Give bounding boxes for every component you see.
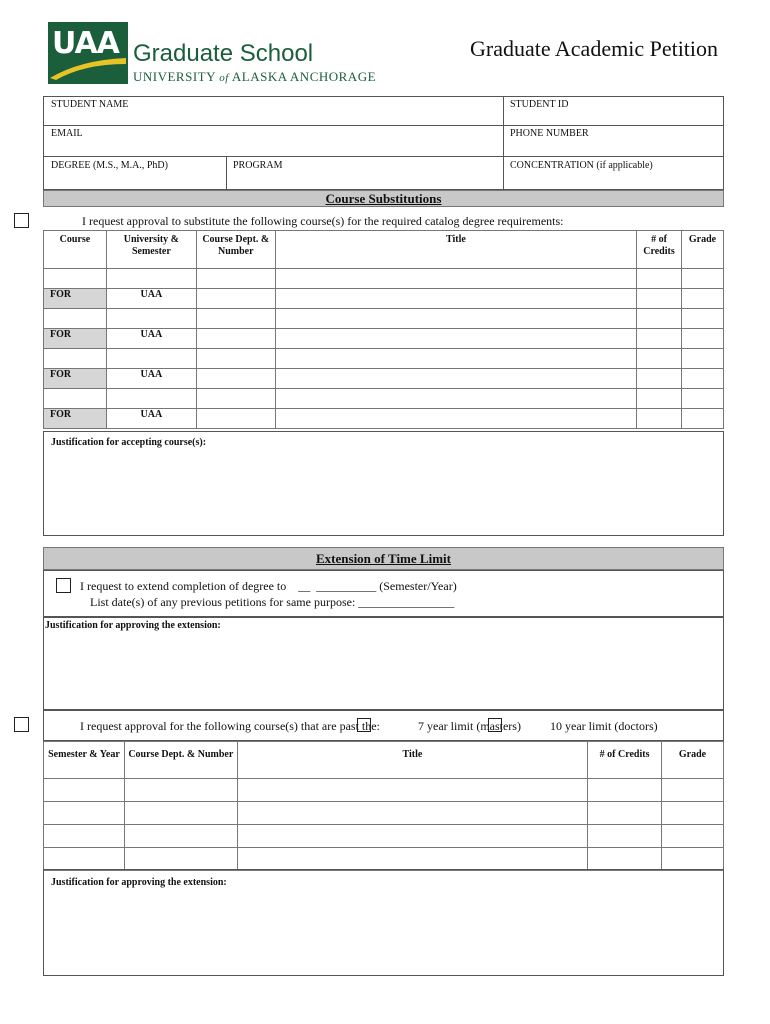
- cell[interactable]: [637, 329, 682, 349]
- table-row: [44, 825, 724, 848]
- uaa-label: UAA: [106, 329, 196, 349]
- student-info-box: [43, 96, 724, 190]
- course-sub-table: [43, 230, 724, 429]
- concentration-field[interactable]: CONCENTRATION (if applicable): [510, 160, 653, 171]
- col-university-semester: University & Semester: [106, 231, 196, 269]
- student-id-field[interactable]: STUDENT ID: [510, 99, 569, 110]
- page-title: Graduate Academic Petition: [470, 36, 719, 61]
- cell[interactable]: [682, 389, 724, 409]
- cell[interactable]: [237, 848, 587, 871]
- cell[interactable]: [682, 369, 724, 389]
- degree-field[interactable]: DEGREE (M.S., M.A., PhD): [51, 160, 168, 171]
- cell[interactable]: [196, 329, 275, 349]
- cell[interactable]: [637, 369, 682, 389]
- cell[interactable]: [196, 269, 275, 289]
- col-course-dept: Course Dept. & Number: [124, 742, 237, 779]
- table-row: [44, 848, 724, 871]
- course-sub-checkbox[interactable]: [14, 213, 29, 228]
- cell[interactable]: [196, 289, 275, 309]
- cell[interactable]: [106, 269, 196, 289]
- cell[interactable]: [682, 329, 724, 349]
- cell[interactable]: [637, 409, 682, 429]
- cell[interactable]: [44, 349, 107, 369]
- extension-heading: Extension of Time Limit: [43, 547, 724, 570]
- col-course: Course: [44, 231, 107, 269]
- cell[interactable]: [637, 349, 682, 369]
- cell[interactable]: [637, 309, 682, 329]
- program-field[interactable]: PROGRAM: [233, 160, 283, 171]
- logo-swoosh-icon: [50, 56, 126, 80]
- row-divider: [43, 125, 724, 126]
- cell[interactable]: [637, 289, 682, 309]
- cell[interactable]: [275, 309, 636, 329]
- cell[interactable]: [682, 349, 724, 369]
- col-semester-year: Semester & Year: [44, 742, 125, 779]
- table-row: [44, 389, 724, 409]
- cell[interactable]: [124, 779, 237, 802]
- cell[interactable]: [106, 389, 196, 409]
- cell[interactable]: [588, 848, 662, 871]
- course-sub-justification-label: Justification for accepting course(s):: [51, 437, 207, 448]
- cell[interactable]: [44, 848, 125, 871]
- past-limit-text: I request approval for the following course(s) that are past the:: [80, 719, 380, 733]
- email-field[interactable]: EMAIL: [51, 128, 83, 139]
- col-title: Title: [275, 231, 636, 269]
- logo-mark: UAA: [52, 26, 119, 61]
- past-checkbox-mark[interactable]: [357, 718, 371, 732]
- cell[interactable]: [196, 389, 275, 409]
- course-substitutions-heading: Course Substitutions: [43, 190, 724, 207]
- cell[interactable]: [637, 269, 682, 289]
- cell[interactable]: [44, 825, 125, 848]
- col-divider: [503, 96, 504, 190]
- extension-request-text: I request to extend completion of degree to __ __________ (Semester/Year): [80, 579, 457, 593]
- table-row: [44, 309, 724, 329]
- for-label: FOR: [44, 329, 107, 349]
- table-row: [44, 409, 724, 429]
- table-row: [44, 779, 724, 802]
- col-course-dept: Course Dept. & Number: [196, 231, 275, 269]
- cell[interactable]: [237, 779, 587, 802]
- table-row: [44, 289, 724, 309]
- cell[interactable]: [196, 409, 275, 429]
- col-grade: Grade: [682, 231, 724, 269]
- cell[interactable]: [588, 802, 662, 825]
- cell[interactable]: [682, 269, 724, 289]
- seven-year-option: 7 year limit (masters): [418, 719, 521, 733]
- table-row: [44, 349, 724, 369]
- cell[interactable]: [637, 389, 682, 409]
- student-name-field[interactable]: STUDENT NAME: [51, 99, 129, 110]
- cell[interactable]: [44, 802, 125, 825]
- past-limit-checkbox[interactable]: [14, 717, 29, 732]
- course-sub-request-text: I request approval to substitute the following course(s) for the required catalog degree requirements:: [82, 214, 564, 228]
- uaa-label: UAA: [106, 289, 196, 309]
- cell[interactable]: [275, 369, 636, 389]
- cell[interactable]: [106, 349, 196, 369]
- cell[interactable]: [682, 289, 724, 309]
- cell[interactable]: [124, 825, 237, 848]
- cell[interactable]: [124, 848, 237, 871]
- extension-course-table: [43, 741, 724, 871]
- cell[interactable]: [662, 802, 724, 825]
- col-credits: # of Credits: [588, 742, 662, 779]
- extension-justification-label: Justification for approving the extension:: [45, 620, 221, 631]
- col-credits: # of Credits: [637, 231, 682, 269]
- uaa-label: UAA: [106, 369, 196, 389]
- row-divider: [43, 156, 724, 157]
- table-row: [44, 269, 724, 289]
- table-row: [44, 802, 724, 825]
- cell[interactable]: [682, 309, 724, 329]
- col-divider: [226, 156, 227, 190]
- previous-petitions-text: List date(s) of any previous petitions for same purpose: ________________: [90, 595, 455, 609]
- col-title: Title: [237, 742, 587, 779]
- cell[interactable]: [662, 848, 724, 871]
- cell[interactable]: [588, 779, 662, 802]
- masters-checkbox-mark[interactable]: [488, 718, 502, 732]
- col-grade: Grade: [662, 742, 724, 779]
- for-label: FOR: [44, 409, 107, 429]
- cell[interactable]: [237, 802, 587, 825]
- cell[interactable]: [44, 389, 107, 409]
- cell[interactable]: [275, 329, 636, 349]
- ten-year-option: 10 year limit (doctors): [550, 719, 658, 733]
- uaa-label: UAA: [106, 409, 196, 429]
- cell[interactable]: [44, 779, 125, 802]
- extension-justification-label-2: Justification for approving the extension:: [51, 877, 227, 888]
- cell[interactable]: [662, 825, 724, 848]
- cell[interactable]: [44, 269, 107, 289]
- cell[interactable]: [44, 309, 107, 329]
- cell[interactable]: [124, 802, 237, 825]
- cell[interactable]: [275, 409, 636, 429]
- cell[interactable]: [275, 349, 636, 369]
- cell[interactable]: [275, 289, 636, 309]
- for-label: FOR: [44, 289, 107, 309]
- cell[interactable]: [682, 409, 724, 429]
- table-row: [44, 329, 724, 349]
- cell[interactable]: [237, 825, 587, 848]
- cell[interactable]: [275, 269, 636, 289]
- cell[interactable]: [662, 779, 724, 802]
- cell[interactable]: [196, 309, 275, 329]
- cell[interactable]: [196, 349, 275, 369]
- table-row: [44, 369, 724, 389]
- phone-field[interactable]: PHONE NUMBER: [510, 128, 589, 139]
- cell[interactable]: [275, 389, 636, 409]
- cell[interactable]: [106, 309, 196, 329]
- logo-school-name: Graduate School: [133, 40, 314, 67]
- for-label: FOR: [44, 369, 107, 389]
- cell[interactable]: [588, 825, 662, 848]
- cell[interactable]: [196, 369, 275, 389]
- extension-checkbox[interactable]: [56, 578, 71, 593]
- logo-university-name: UNIVERSITY of ALASKA ANCHORAGE: [133, 69, 377, 84]
